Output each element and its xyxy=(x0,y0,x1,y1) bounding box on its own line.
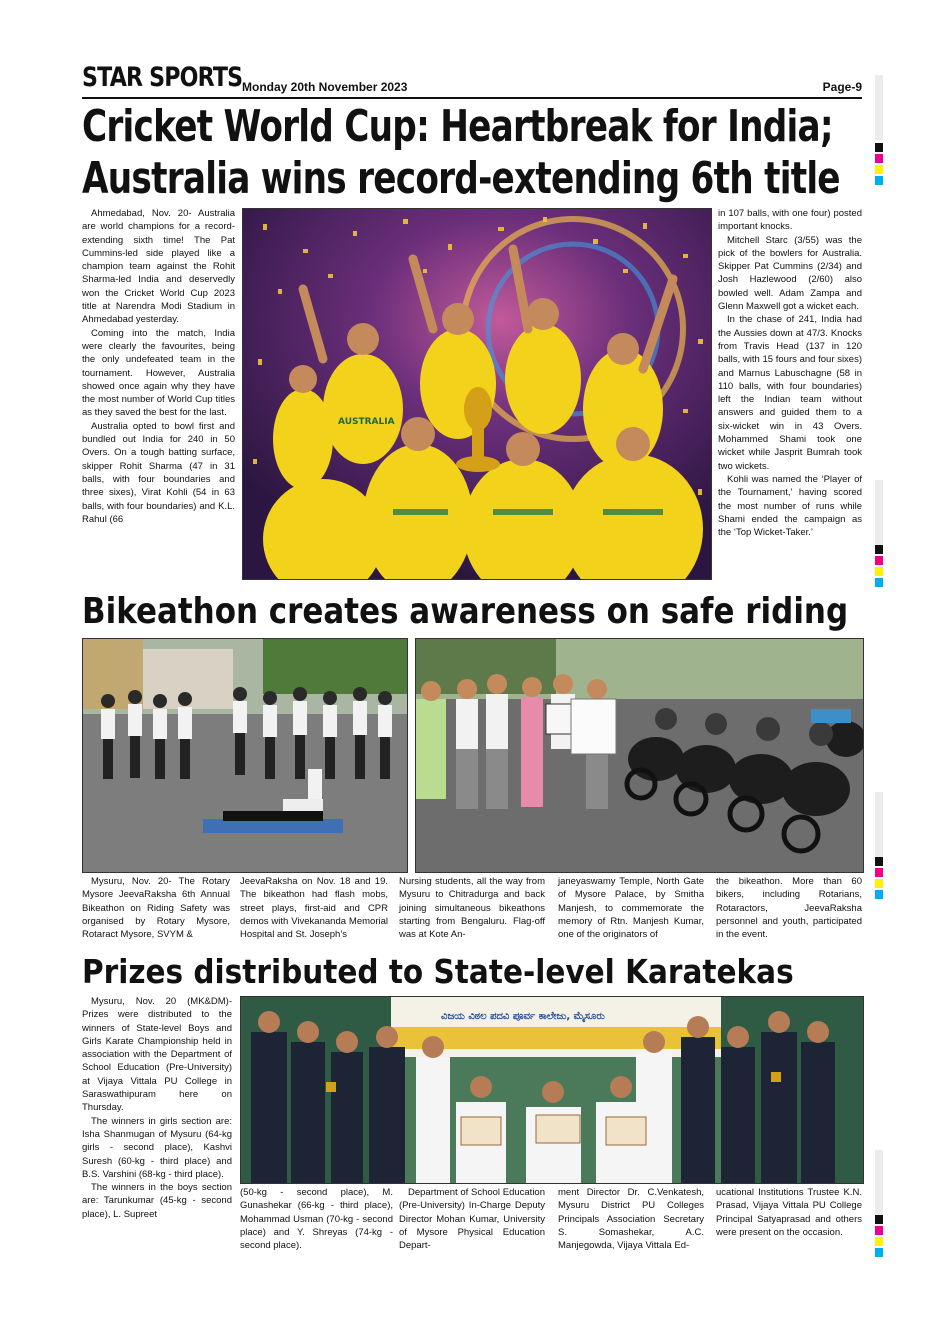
story1-column-3 xyxy=(718,207,862,539)
story2-column-3 xyxy=(399,875,545,941)
story3-headline: Prizes distributed to State-level Karatekas xyxy=(82,952,794,991)
paragraph: Department of School Education (Pre-University) In-Charge Deputy Director Mohan Kumar, University of Mysore Physical Education Depart- xyxy=(399,1187,545,1252)
section-title: STAR SPORTS xyxy=(82,62,243,93)
story3-column-1 xyxy=(82,995,232,1221)
paragraph: the bikeathon. More than 60 bikers, including Rotarians, Rotaractors, JeevaRaksha personnel and youth, participated in the event. xyxy=(716,876,862,941)
page-number: Page-9 xyxy=(822,80,862,94)
paragraph: Nursing students, all the way from Mysuru to Chitradurga and back joining simultaneous bikeathons starting from Bengaluru. Flag-off was at Kote An- xyxy=(399,876,545,941)
paragraph: Kohli was named the ‘Player of the Tournament,’ having scored the most number of runs while Shami ended the campaign as the ‘Top Wicket-Taker.’ xyxy=(718,473,862,539)
flash-mob-photo xyxy=(82,638,408,873)
banner-text: ವಿಜಯ ವಿಠಲ ಪದವಿ ಪೂರ್ವ ಕಾಲೇಜು, ಮೈಸೂರು xyxy=(441,1011,605,1022)
paragraph: ucational Institutions Trustee K.N. Prasad, Vijaya Vittala PU College Principal Satyaprasad and others were present on the occasion. xyxy=(716,1187,862,1238)
story1-headline-line1: Cricket World Cup: Heartbreak for India; xyxy=(82,101,833,152)
jersey-text: AUSTRALIA xyxy=(338,417,395,427)
paragraph: Mitchell Starc (3/55) was the pick of the bowlers for Australia. Skipper Pat Cummins (2/34) and Josh Hazlewood (2/60) also bowled well. Adam Zampa and Glenn Maxwell got a wicket each. xyxy=(718,234,862,313)
story2-column-2 xyxy=(240,875,388,941)
story3-column-2 xyxy=(240,1186,393,1252)
paragraph: Coming into the match, India were clearly the favourites, being the only undefeated team in the tournament. However, Australia showed once again why they have the most number of World Cup titles as they saved the best for the last. xyxy=(82,327,235,419)
story3-column-4 xyxy=(558,1186,704,1252)
story2-column-5 xyxy=(716,875,862,941)
story2-column-1 xyxy=(82,875,230,941)
story3-column-5 xyxy=(716,1186,862,1239)
cricket-celebration-photo xyxy=(242,208,712,580)
paragraph: Mysuru, Nov. 20- The Rotary Mysore JeevaRaksha 6th Annual Bikeathon on Riding Safety was organised by Rotary Mysore, Rotaract Mysore, SVYM & xyxy=(82,876,230,941)
bikers-flag-off-photo xyxy=(415,638,864,873)
karate-prize-photo xyxy=(240,996,864,1184)
story3-column-3 xyxy=(399,1186,545,1252)
story1-headline-line2: Australia wins record-extending 6th title xyxy=(82,153,840,204)
paragraph: (50-kg - second place), M. Gunashekar (66-kg - third place), Mohammad Usman (70-kg - second place) and Y. Shreyas (74-kg - second place). xyxy=(240,1187,393,1252)
story2-headline: Bikeathon creates awareness on safe riding xyxy=(82,591,849,632)
paragraph: Ahmedabad, Nov. 20- Australia are world champions for a record-extending sixth time! The Pat Cummins-led side played like a champion team against the Rohit Sharma-led India and deservedly won the Cricket World Cup 2023 title at Narendra Modi Stadium in Ahmedabad yesterday. xyxy=(82,208,235,326)
masthead-rule xyxy=(82,97,862,99)
paragraph: in 107 balls, with one four) posted important knocks. xyxy=(718,208,862,233)
paragraph: janeyaswamy Temple, North Gate of Mysore Palace, by Smitha Manjesh, to commemorate the memory of Rtn. Manjesh Kumar, one of the originators of xyxy=(558,876,704,941)
story2-column-4 xyxy=(558,875,704,941)
paragraph: The winners in girls section are: Isha Shanmugan of Mysuru (64-kg girls - second place), Kashvi Suresh (60-kg - third place) and B.S. Varshini (68-kg - third place). xyxy=(82,1115,232,1180)
paragraph: Mysuru, Nov. 20 (MK&DM)- Prizes were distributed to the winners of State-level Boys and Girls Karate Championship held in association with the Department of School Education (Pre-University) at Vijaya Vittala PU College in Saraswathipuram here on Thursday. xyxy=(82,996,232,1114)
story1-column-1 xyxy=(82,207,235,526)
paragraph: In the chase of 241, India had the Aussies down at 47/3. Knocks from Travis Head (137 in 120 balls, with 15 fours and four sixes) and Marnus Labuschagne (58 in 110 balls, with four boundaries) left the Indian team without answers and guided them to a six-wicket win in 43 Overs. Mohammed Shami took one wicket while Jasprit Bumrah took two wickets. xyxy=(718,314,862,472)
paragraph: JeevaRaksha on Nov. 18 and 19. The bikeathon had flash mobs, street plays, first-aid and CPR demos with Vivekananda Memorial Hospital and St. Joseph’s xyxy=(240,876,388,941)
registration-marks xyxy=(875,75,883,1275)
issue-date: Monday 20th November 2023 xyxy=(242,80,408,94)
story1-headline xyxy=(82,101,862,205)
paragraph: ment Director Dr. C.Venkatesh, Mysuru District PU Colleges Principals Association Secretary S. Somashekar, A.C. Manjegowda, Vijaya Vittala Ed- xyxy=(558,1187,704,1252)
paragraph: Australia opted to bowl first and bundled out India for 240 in 50 Overs. On a tough batting surface, skipper Rohit Sharma (47 in 31 balls, with four boundaries and three sixes), Virat Kohli (54 in 63 balls, with four boundaries) and K.L. Rahul (66 xyxy=(82,420,235,525)
paragraph: The winners in the boys section are: Tarunkumar (45-kg - second place), L. Supreet xyxy=(82,1182,232,1220)
